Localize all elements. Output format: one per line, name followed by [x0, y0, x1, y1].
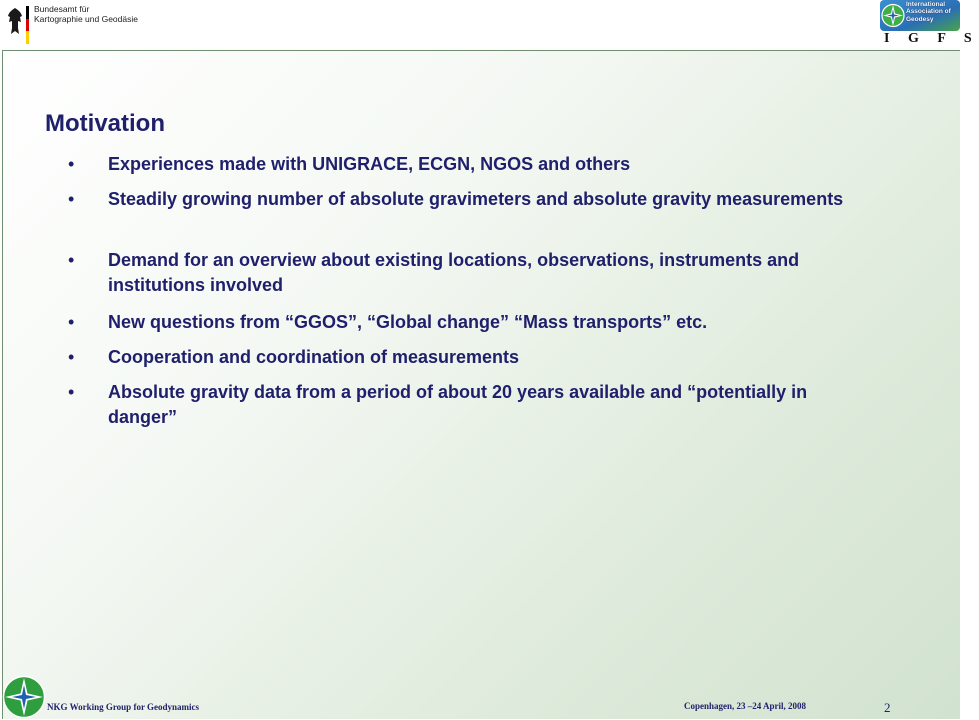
- bullet-text: Cooperation and coordination of measurements: [108, 347, 520, 367]
- igfs-label: I G F S: [884, 31, 979, 46]
- iag-logo: [880, 0, 960, 31]
- german-flag-stripe: [26, 6, 29, 44]
- compass-star-logo-icon: [2, 675, 46, 719]
- footer-event-date: Copenhagen, 23 –24 April, 2008: [684, 701, 807, 711]
- bullet-text: Experiences made with UNIGRACE, ECGN, NGOS and others: [108, 154, 631, 174]
- federal-eagle-icon: [6, 6, 24, 40]
- footer-organization: NKG Working Group for Geodynamics: [47, 702, 200, 712]
- bullet-text: Absolute gravity data from a period of about 20 years available and “potentially in danger”: [108, 382, 808, 427]
- bullet-marker: •: [68, 189, 75, 209]
- bullet-text: Steadily growing number of absolute gravimeters and absolute gravity measurements: [108, 189, 844, 209]
- header-bar: [0, 0, 979, 50]
- bullet-marker: •: [68, 154, 75, 174]
- page-number: 2: [884, 700, 891, 715]
- bkg-logo-text: Bundesamt für Kartographie und Geodäsie: [34, 4, 138, 24]
- slide-title: Motivation: [45, 110, 165, 137]
- bullet-marker: •: [68, 347, 75, 367]
- bkg-logo: [6, 4, 146, 44]
- bullet-text: New questions from “GGOS”, “Global change” “Mass transports” etc.: [108, 312, 708, 332]
- bullet-marker: •: [68, 250, 75, 270]
- bullet-marker: •: [68, 312, 75, 332]
- bullet-text: Demand for an overview about existing locations, observations, instruments and institutions involved: [108, 250, 800, 295]
- bullet-marker: •: [68, 382, 75, 402]
- iag-logo-text: International Association of Geodesy: [906, 1, 951, 23]
